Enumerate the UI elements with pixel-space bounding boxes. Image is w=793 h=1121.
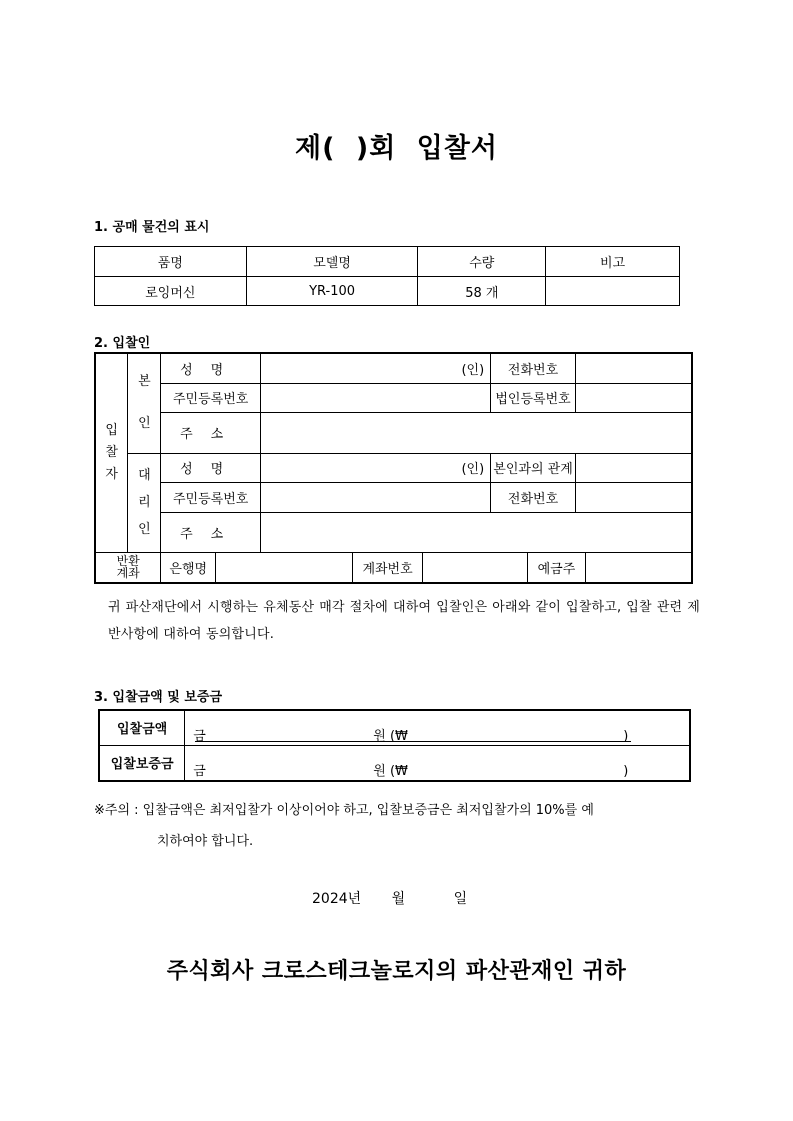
bid-amount-prefix: 금 xyxy=(193,728,206,744)
agent-address-field[interactable] xyxy=(261,512,692,552)
item-header-quantity: 수량 xyxy=(418,247,546,277)
deposit-field[interactable] xyxy=(185,745,690,781)
deposit-close: ) xyxy=(623,764,629,779)
agent-name-label: 성명 xyxy=(161,453,261,482)
agent-resident-no-label: 주민등록번호 xyxy=(161,482,261,512)
bid-amount-field[interactable] xyxy=(185,710,690,745)
deposit-label: 입찰보증금 xyxy=(99,745,185,781)
holder-field[interactable] xyxy=(585,552,692,583)
refund-account-label: 반환 계좌 xyxy=(95,552,161,583)
page-title: 제( )회 입찰서 xyxy=(295,133,498,164)
agent-seal: (인) xyxy=(461,462,485,477)
notice-line1: ※주의 : 입찰금액은 최저입찰가 이상이어야 하고, 입찰보증금은 최저입찰가의 10%를 예 xyxy=(94,803,594,818)
agent-phone-field[interactable] xyxy=(575,482,692,512)
self-seal: (인) xyxy=(461,362,485,378)
self-address-field[interactable] xyxy=(261,412,692,453)
self-name-label: 성명 xyxy=(161,353,261,383)
agent-resident-no-field[interactable] xyxy=(261,482,491,512)
corp-no-label: 법인등록번호 xyxy=(491,383,576,412)
agreement-text: 귀 파산재단에서 시행하는 유체동산 매각 절차에 대하여 입찰인은 아래와 같이 입찰하고, 입찰 관련 제반사항에 대하여 동의합니다. xyxy=(108,600,700,642)
date-line xyxy=(312,888,467,908)
self-phone-field[interactable] xyxy=(575,353,692,383)
bid-amount-label: 입찰금액 xyxy=(99,710,185,745)
self-resident-no-field[interactable] xyxy=(261,383,491,412)
item-quantity: 58 개 xyxy=(418,277,546,306)
item-note[interactable] xyxy=(546,277,680,306)
recipient: 주식회사 크로스테크놀로지의 파산관재인 귀하 xyxy=(166,959,627,984)
notice-line2: 치하여야 합니다. xyxy=(157,834,254,849)
deposit-won: 원 (₩ xyxy=(373,764,408,779)
agent-phone-label: 전화번호 xyxy=(491,482,576,512)
bid-amount-close: ) xyxy=(623,728,629,744)
agent-label: 대 리 인 xyxy=(128,453,161,552)
bank-label: 은행명 xyxy=(161,552,216,583)
item-header-model: 모델명 xyxy=(246,247,418,277)
section2-heading: 2. 입찰인 xyxy=(94,336,151,351)
relation-label: 본인과의 관계 xyxy=(491,453,576,482)
self-label: 본 인 xyxy=(128,353,161,453)
item-name: 로잉머신 xyxy=(95,277,247,306)
agent-address-label: 주소 xyxy=(161,512,261,552)
account-no-field[interactable] xyxy=(423,552,528,583)
deposit-prefix: 금 xyxy=(193,764,206,779)
section1-heading: 1. 공매 물건의 표시 xyxy=(94,220,210,235)
item-model: YR-100 xyxy=(246,277,418,306)
bank-field[interactable] xyxy=(216,552,352,583)
account-no-label: 계좌번호 xyxy=(352,552,423,583)
self-name-field[interactable] xyxy=(261,353,491,383)
corp-no-field[interactable] xyxy=(575,383,692,412)
bidder-table xyxy=(94,352,693,584)
item-table xyxy=(94,246,680,306)
bidder-label: 입 찰 자 xyxy=(95,353,128,552)
item-header-name: 품명 xyxy=(95,247,247,277)
self-address-label: 주소 xyxy=(161,412,261,453)
bid-amount-underline xyxy=(195,741,631,742)
bid-amount-won: 원 (₩ xyxy=(373,728,408,744)
date-month: 월 xyxy=(391,891,406,907)
holder-label: 예금주 xyxy=(528,552,586,583)
relation-field[interactable] xyxy=(575,453,692,482)
self-resident-no-label: 주민등록번호 xyxy=(161,383,261,412)
section3-heading: 3. 입찰금액 및 보증금 xyxy=(94,690,223,705)
date-year: 2024년 xyxy=(312,891,362,907)
amount-table xyxy=(98,709,691,782)
agent-name-field[interactable] xyxy=(261,453,491,482)
item-header-note: 비고 xyxy=(546,247,680,277)
self-phone-label: 전화번호 xyxy=(491,353,576,383)
date-day: 일 xyxy=(453,891,468,907)
